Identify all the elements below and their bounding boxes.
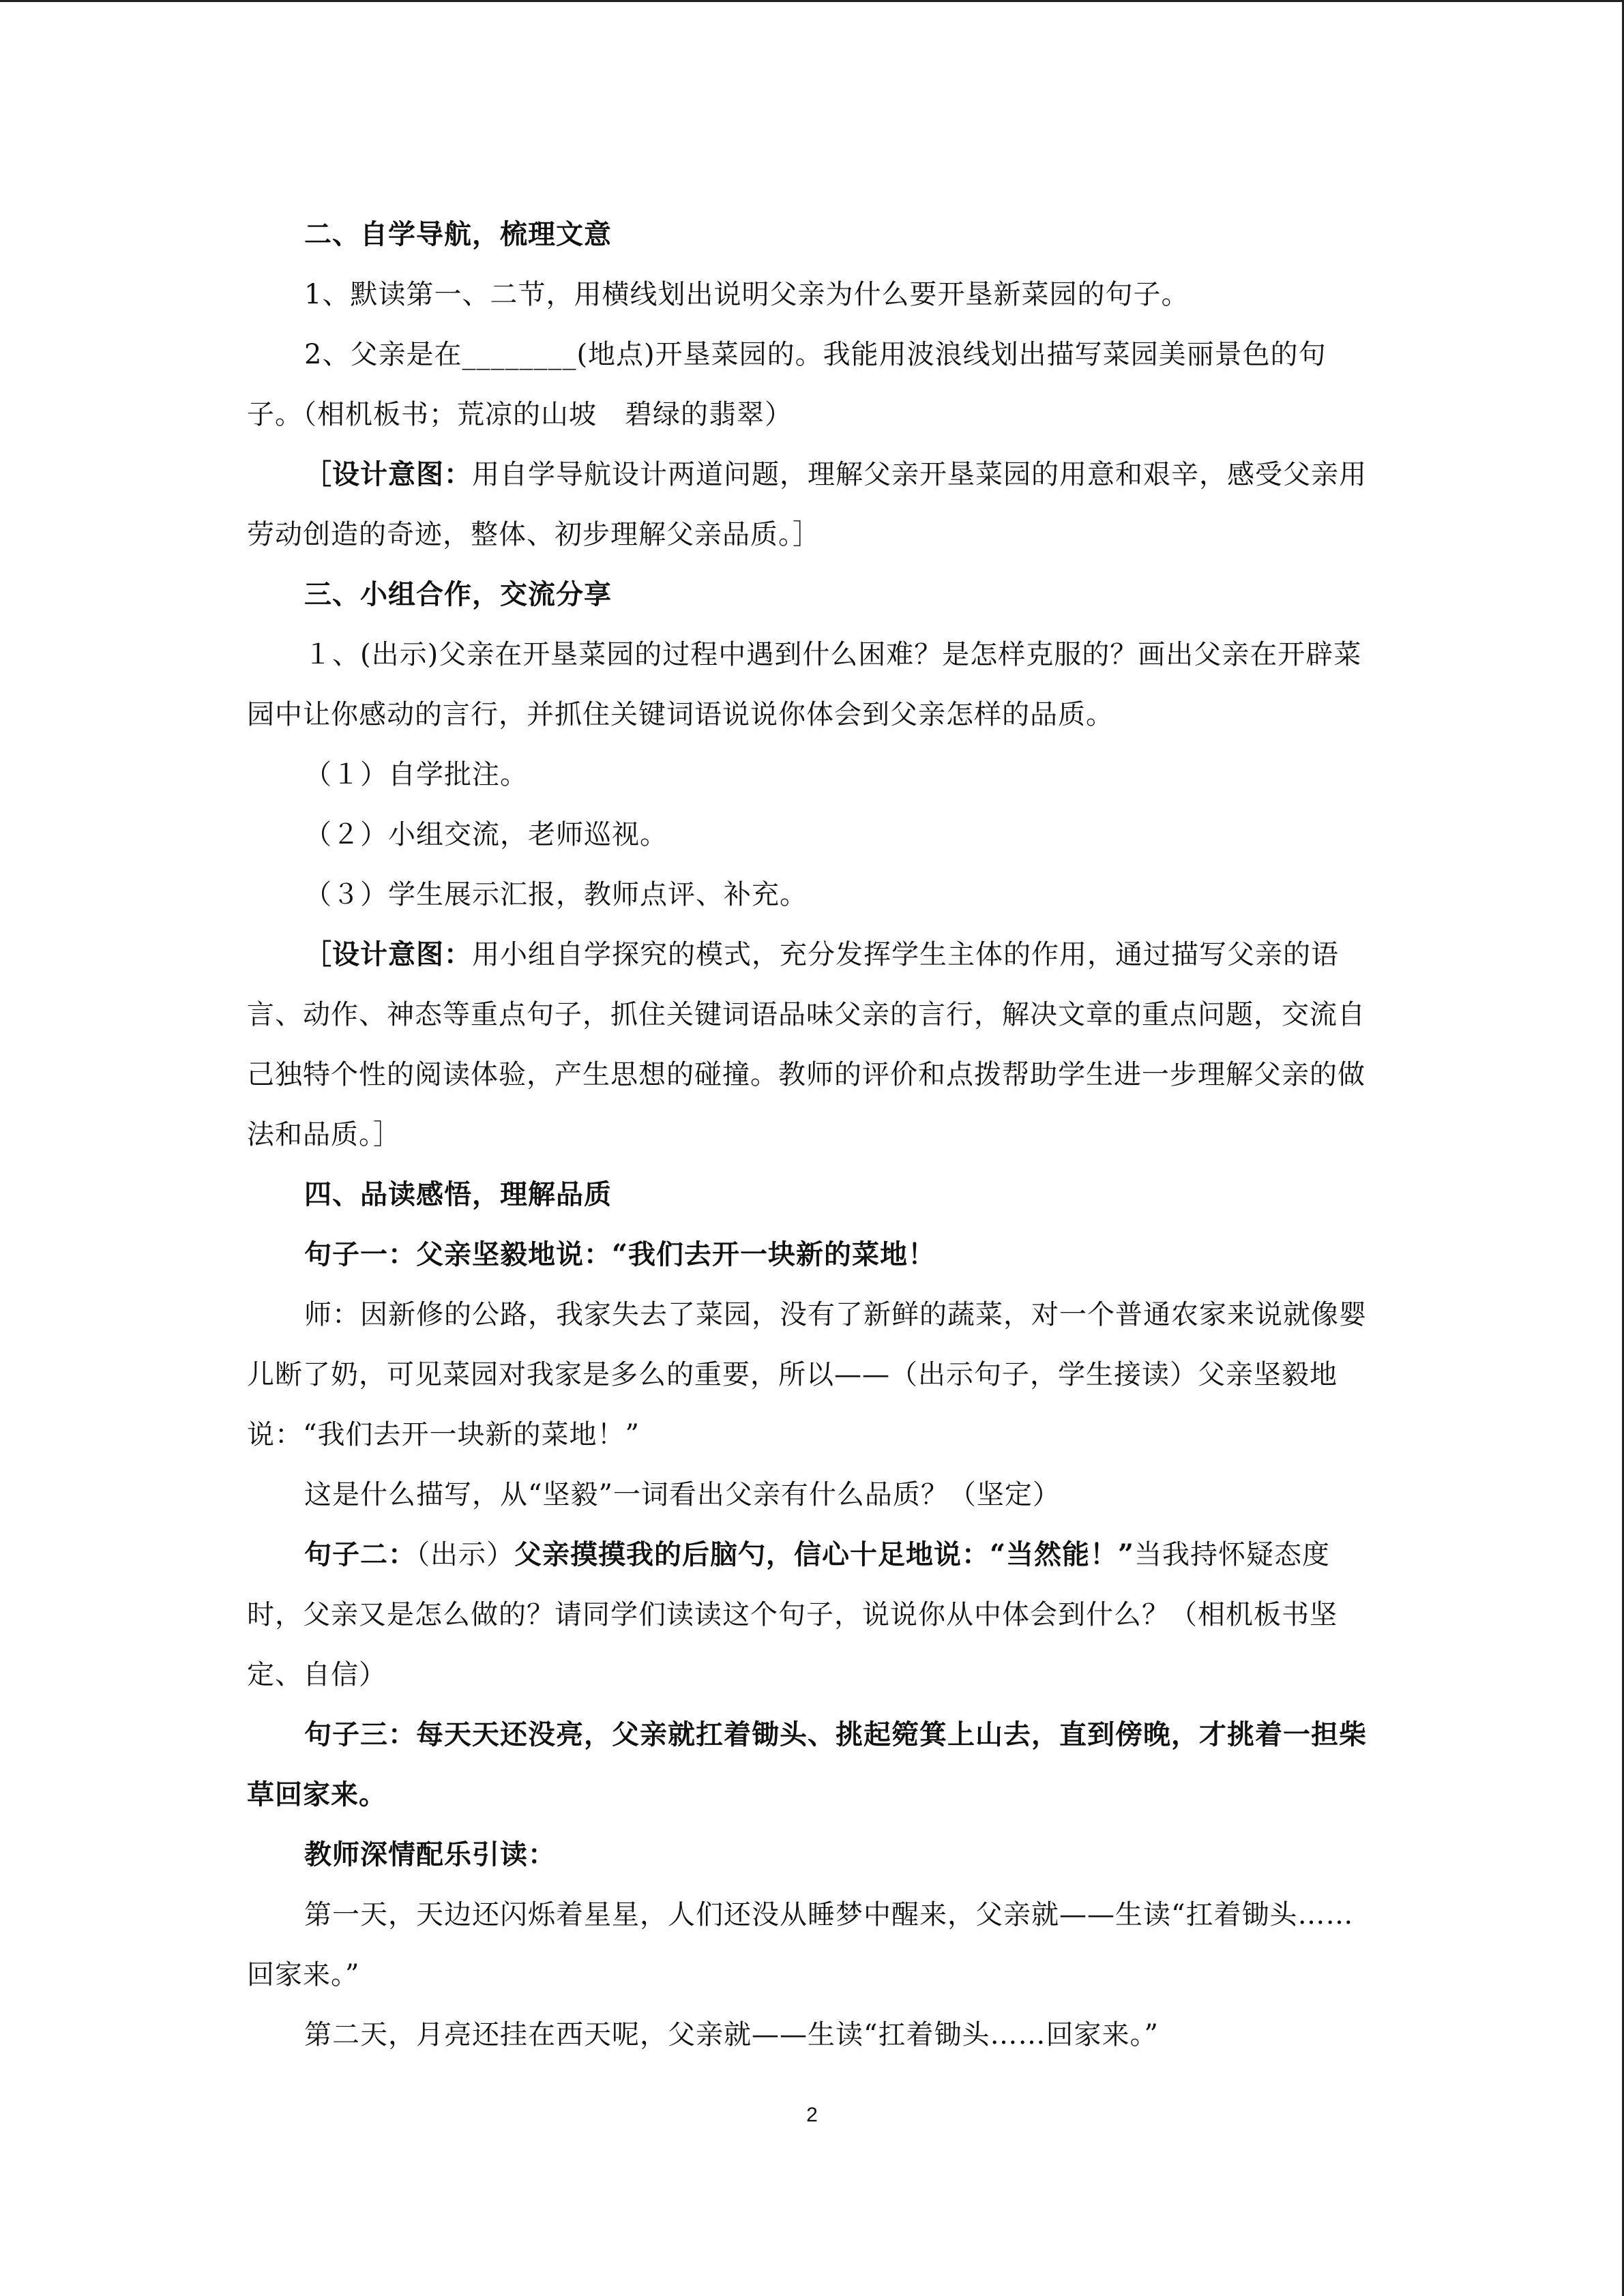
sentence-two-show: （出示）: [416, 1539, 514, 1570]
section-3-paragraph-1: １、(出示)父亲在开垦菜园的过程中遇到什么困难？是怎样克服的？画出父亲在开辟菜园中让你感动的言行，并抓住关键词语说说你体会到父亲怎样的品质。: [247, 639, 1362, 730]
question: 这是什么描写，从“坚毅”一词看出父亲有什么品质？（坚定）: [304, 1479, 1061, 1510]
section-3-item-3: （３）学生展示汇报，教师点评、补充。: [304, 879, 808, 910]
document-body: [247, 205, 1379, 2065]
design-intent-text: 用小组自学探究的模式，充分发挥学生主体的作用，通过描写父亲的语言、动作、神态等重点句子，抓住关键词语品味父亲的言行，解决文章的重点问题，交流自己独特个性的阅读体验，产生思想的碰撞。教师的评价和点拨帮助学生进一步理解父亲的做法和品质。］: [247, 939, 1365, 1150]
design-intent-label: ［设计意图：: [304, 938, 472, 970]
section-3-item-2: （２）小组交流，老师巡视。: [304, 819, 668, 850]
sentence-two: [247, 1525, 1379, 1705]
section-4-heading: 四、品读感悟，理解品质: [304, 1178, 612, 1210]
page-top-border: [0, 0, 1624, 2]
page-number: 2: [806, 2104, 818, 2126]
section-2-paragraph-1: 1、默读第一、二节，用横线划出说明父亲为什么要开垦新菜园的句子。: [304, 279, 1190, 310]
sentence-one: 句子一：父亲坚毅地说：“我们去开一块新的菜地！: [304, 1238, 936, 1270]
section-3-item-1: （１）自学批注。: [304, 759, 528, 790]
design-intent-label: ［设计意图：: [304, 458, 472, 490]
day-two-reading: 第二天，月亮还挂在西天呢，父亲就——生读“扛着锄头……回家来。”: [304, 2019, 1159, 2051]
sentence-two-quote: 父亲摸摸我的后脑勺，信心十足地说：“当然能！”: [514, 1538, 1135, 1570]
teacher-guide-label: 教师深情配乐引读：: [304, 1838, 556, 1870]
section-2-design-intent: [247, 445, 1379, 565]
sentence-two-label: 句子二：: [304, 1538, 416, 1570]
section-3-design-intent: [247, 925, 1379, 1165]
teacher-remark: 师：因新修的公路，我家失去了菜园，没有了新鲜的蔬菜，对一个普通农家来说就像婴儿断了奶，可见菜园对我家是多么的重要，所以——（出示句子，学生接读）父亲坚毅地说：“我们去开一块新的菜地！”: [247, 1299, 1367, 1450]
section-2-heading: 二、自学导航，梳理文意: [304, 218, 612, 250]
sentence-three: 句子三：每天天还没亮，父亲就扛着锄头、挑起箢箕上山去，直到傍晚，才挑着一担柴草回家来。: [247, 1718, 1367, 1810]
section-3-heading: 三、小组合作，交流分享: [304, 578, 612, 610]
design-intent-text: 用自学导航设计两道问题，理解父亲开垦菜园的用意和艰辛，感受父亲用劳动创造的奇迹，整体、初步理解父亲品质。］: [247, 459, 1367, 550]
day-one-reading: 第一天，天边还闪烁着星星，人们还没从睡梦中醒来，父亲就——生读“扛着锄头……回家来。”: [247, 1899, 1354, 1991]
sentence-two-rest: 当我持怀疑态度时，父亲又是怎么做的？请同学们读读这个句子，说说你从中体会到什么？（相机板书坚定、自信）: [247, 1539, 1338, 1690]
section-2-paragraph-2: 2、父亲是在________(地点)开垦菜园的。我能用波浪线划出描写菜园美丽景色的句子。（相机板书；荒凉的山坡 碧绿的翡翠）: [247, 339, 1327, 430]
